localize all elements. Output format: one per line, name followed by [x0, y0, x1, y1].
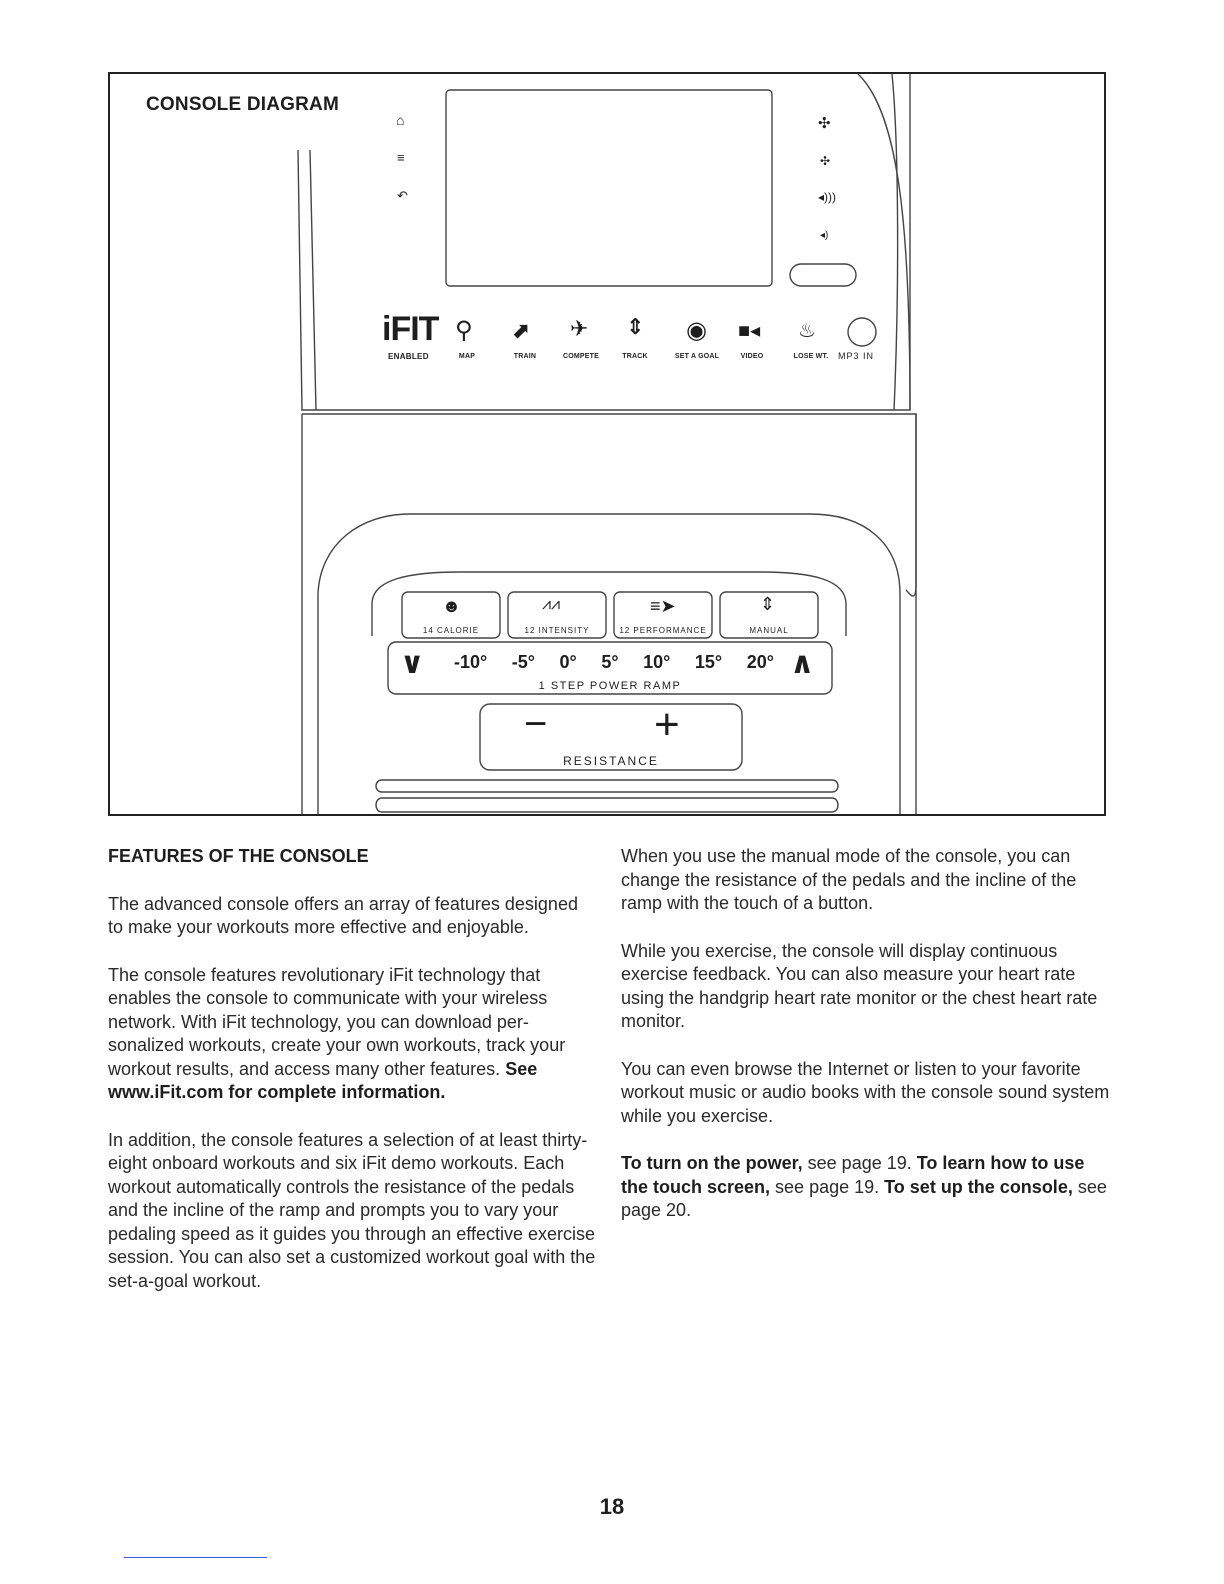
ifit-enabled-label: ENABLED [388, 352, 429, 361]
video-label: VIDEO [740, 353, 764, 360]
performance-icon[interactable]: ≡➤ [650, 596, 676, 616]
resistance-minus-button[interactable]: − [524, 702, 548, 746]
bottom-rule [124, 1557, 267, 1558]
track-label: TRACK [622, 353, 648, 360]
diagram-title: CONSOLE DIAGRAM [142, 94, 343, 116]
bold-reference: To turn on the power, [621, 1153, 803, 1173]
console-outline-drawing [110, 74, 1106, 816]
section-heading: FEATURES OF THE CONSOLE [108, 846, 369, 866]
ramp-values [454, 652, 774, 673]
ramp-value[interactable]: 0° [559, 652, 577, 672]
page-number: 18 [599, 1494, 625, 1519]
paragraph [108, 964, 596, 1105]
paragraph: When you use the manual mode of the console, you can change the resistance of the pedals and the incline of the ramp with the touch of a button. [621, 846, 1077, 913]
back-icon[interactable]: ↶ [397, 188, 408, 203]
paragraph-text: see page 19. [802, 1153, 917, 1173]
intensity-icon[interactable]: ⩘⩘ [542, 596, 561, 613]
volume-down-icon[interactable]: ◂) [820, 230, 829, 241]
power-ramp-label: 1 STEP POWER RAMP [538, 680, 682, 692]
ramp-up-icon[interactable]: ∧ [790, 647, 815, 680]
set-a-goal-label: SET A GOAL [674, 353, 720, 360]
paragraph: In addition, the console features a selection of at least thirty-eight onboard workouts and six iFit demo workouts. Each workout automatically controls the resistance of the pedals and the incline of the ramp and prompts you to vary your pedaling speed as it guides you through an effective exercise session. You can also set a customized workout goal with the set-a-goal workout. [108, 1129, 596, 1291]
fan-up-icon[interactable]: ✣ [818, 115, 831, 132]
paragraph: While you exercise, the console will display continuous exercise feedback. You can also measure your heart rate using the handgrip heart rate monitor or the chest heart rate monitor. [621, 940, 1098, 1031]
manual-icon[interactable]: ⇕ [760, 594, 776, 614]
ramp-down-icon[interactable]: ∨ [400, 647, 425, 680]
paragraph-text: The console features revolutionary iFit technology that enables the console to communicate with your wireless network. With iFit technology, you can download per-sonalized workouts, create your own workouts, track your workout results, and access many other features. [108, 964, 566, 1079]
resistance-label: RESISTANCE [563, 754, 659, 768]
stopwatch-icon[interactable]: ◉ [686, 317, 707, 344]
volume-up-icon[interactable]: ◂))) [818, 190, 837, 204]
ramp-value[interactable]: 20° [746, 652, 774, 672]
home-icon[interactable]: ⌂ [396, 112, 405, 128]
ramp-value[interactable]: 10° [643, 652, 671, 672]
console-diagram [108, 72, 1106, 816]
paragraph: The advanced console offers an array of features designed to make your workouts more effective and enjoyable. [108, 893, 578, 937]
menu-icon[interactable]: ≡ [397, 150, 405, 165]
map-pin-icon[interactable]: ⚲ [455, 317, 473, 344]
ifit-logo: iFIT [382, 310, 439, 348]
ramp-value[interactable]: -10° [454, 652, 488, 672]
lose-weight-label: LOSE WT. [793, 353, 829, 360]
bold-reference: To learn how to use the touch screen, [621, 1153, 1085, 1197]
left-column [108, 845, 596, 1317]
compete-icon[interactable]: ✈ [570, 316, 589, 341]
fan-down-icon[interactable]: ✣ [820, 154, 831, 168]
performance-button-label: 12 PERFORMANCE [619, 626, 707, 635]
track-icon[interactable]: ⇕ [626, 314, 645, 339]
video-camera-icon[interactable]: ■◂ [738, 320, 761, 342]
paragraph [621, 1152, 1111, 1223]
resistance-plus-button[interactable]: + [654, 700, 680, 749]
bold-reference: To set up the console, [884, 1176, 1073, 1197]
ramp-value[interactable]: -5° [511, 652, 535, 672]
manual-button-label: MANUAL [749, 626, 789, 635]
compete-label: COMPETE [562, 353, 599, 360]
calorie-icon[interactable]: ☻ [442, 596, 461, 616]
map-label: MAP [458, 353, 476, 360]
mp3-in-label: MP3 IN [838, 351, 875, 361]
calorie-button-label: 14 CALORIE [422, 626, 480, 635]
train-label: TRAIN [513, 353, 537, 360]
ramp-value[interactable]: 15° [694, 652, 723, 672]
paragraph-text: see page 19. [770, 1176, 885, 1197]
paragraph-text: see page 20. [621, 1176, 1107, 1220]
ramp-value[interactable]: 5° [601, 652, 619, 672]
paragraph: You can even browse the Internet or listen to your favorite workout music or audio books with the console sound system while you exercise. [621, 1058, 1110, 1126]
flame-icon[interactable]: ♨ [798, 320, 816, 342]
train-icon[interactable]: ⬈ [511, 318, 530, 343]
ifit-website-reference: See www.iFit.com for complete information. [108, 1058, 538, 1102]
intensity-button-label: 12 INTENSITY [524, 626, 590, 635]
right-column [621, 845, 1111, 1247]
